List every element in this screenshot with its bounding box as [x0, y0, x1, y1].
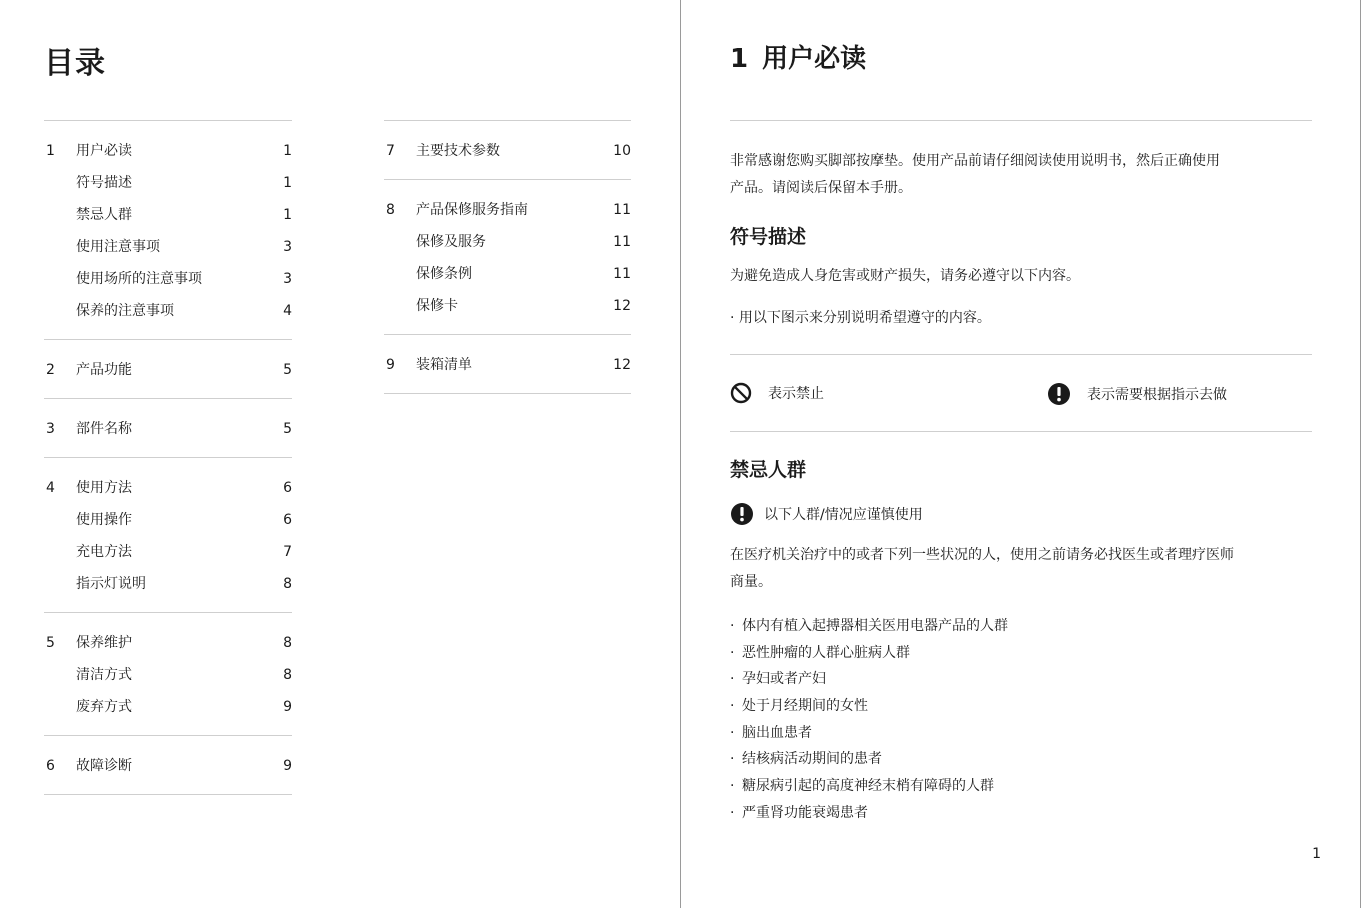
- divider: [730, 354, 1312, 355]
- contra-warning: [730, 502, 923, 526]
- toc-entry-number: 5: [46, 635, 55, 651]
- chapter-page: [681, 0, 1361, 908]
- chapter-title-text: 用户必读: [762, 44, 867, 74]
- toc-entry[interactable]: [44, 750, 292, 782]
- toc-entry-label: 保修卡: [416, 298, 458, 314]
- toc-entry-label: 装箱清单: [416, 357, 472, 373]
- toc-section: [384, 179, 631, 334]
- toc-entry-number: 8: [386, 202, 395, 218]
- chapter-title: [730, 38, 866, 75]
- symbols-text: 为避免造成人身危害或财产损失，请务必遵守以下内容。: [730, 268, 1080, 284]
- symbols-heading: 符号描述: [730, 226, 807, 248]
- toc-entry-number: 7: [386, 143, 395, 159]
- toc-entry-number: 1: [46, 143, 55, 159]
- toc-entry-page: 11: [613, 202, 631, 218]
- contra-list: [730, 613, 1008, 827]
- instruct-label: 表示需要根据指示去做: [1087, 387, 1227, 403]
- toc-entry-page: 12: [613, 298, 631, 314]
- toc-entry[interactable]: [44, 167, 292, 199]
- toc-entry-label: 充电方法: [76, 544, 132, 560]
- toc-entry-page: 8: [283, 635, 292, 651]
- contra-line-1: 在医疗机关治疗中的或者下列一些状况的人，使用之前请务必找医生或者理疗医师: [730, 547, 1234, 563]
- toc-section: [384, 334, 631, 394]
- toc-section: [384, 120, 631, 179]
- toc-entry-label: 废弃方式: [76, 699, 132, 715]
- toc-entry[interactable]: [44, 135, 292, 167]
- toc-entry-page: 10: [613, 143, 631, 159]
- toc-entry-page: 3: [283, 239, 292, 255]
- symbols-note: · 用以下图示来分别说明希望遵守的内容。: [730, 310, 991, 326]
- toc-entry[interactable]: [384, 194, 631, 226]
- toc-entry-label: 禁忌人群: [76, 207, 132, 223]
- toc-entry-label: 主要技术参数: [416, 143, 500, 159]
- toc-entry-page: 5: [283, 362, 292, 378]
- toc-entry[interactable]: [44, 659, 292, 691]
- intro-paragraph: [730, 148, 1312, 202]
- toc-entry-page: 5: [283, 421, 292, 437]
- toc-entry-label: 部件名称: [76, 421, 132, 437]
- contra-line-2: 商量。: [730, 574, 772, 590]
- chapter-number: 1: [730, 44, 749, 74]
- toc-entry-label: 保养维护: [76, 635, 132, 651]
- toc-entry-page: 6: [283, 480, 292, 496]
- toc-entry[interactable]: [44, 295, 292, 327]
- prohibit-icon: [730, 382, 752, 404]
- list-item: · 恶性肿瘤的人群心脏病人群: [730, 640, 1008, 667]
- instruct-legend: [1047, 382, 1227, 406]
- toc-entry-number: 3: [46, 421, 55, 437]
- toc-entry[interactable]: [44, 691, 292, 723]
- toc-entry-label: 清洁方式: [76, 667, 132, 683]
- toc-column-1: [44, 120, 292, 795]
- divider: [730, 120, 1312, 121]
- toc-entry-label: 保修条例: [416, 266, 472, 282]
- toc-entry-label: 产品保修服务指南: [416, 202, 528, 218]
- toc-entry-page: 7: [283, 544, 292, 560]
- toc-entry[interactable]: [44, 504, 292, 536]
- toc-entry-label: 指示灯说明: [76, 576, 146, 592]
- toc-entry[interactable]: [44, 354, 292, 386]
- toc-entry[interactable]: [44, 231, 292, 263]
- toc-entry-number: 2: [46, 362, 55, 378]
- exclamation-icon: [1047, 382, 1071, 406]
- toc-entry-label: 产品功能: [76, 362, 132, 378]
- contra-warning-label: 以下人群/情况应谨慎使用: [764, 507, 923, 523]
- toc-entry-page: 9: [283, 699, 292, 715]
- toc-section: [44, 398, 292, 457]
- toc-section: [44, 457, 292, 612]
- toc-entry[interactable]: [384, 258, 631, 290]
- toc-entry-page: 11: [613, 234, 631, 250]
- list-item: · 糖尿病引起的高度神经末梢有障碍的人群: [730, 773, 1008, 800]
- toc-entry-label: 使用操作: [76, 512, 132, 528]
- prohibit-legend: [730, 382, 824, 404]
- list-item: · 结核病活动期间的患者: [730, 746, 1008, 773]
- toc-entry-page: 4: [283, 303, 292, 319]
- toc-entry-label: 使用方法: [76, 480, 132, 496]
- list-item: · 严重肾功能衰竭患者: [730, 800, 1008, 827]
- toc-entry-page: 1: [283, 207, 292, 223]
- page-number: 1: [1312, 846, 1321, 862]
- toc-page: [0, 0, 680, 908]
- toc-entry-page: 6: [283, 512, 292, 528]
- prohibit-label: 表示禁止: [768, 386, 824, 402]
- toc-section: [44, 612, 292, 735]
- list-item: · 体内有植入起搏器相关医用电器产品的人群: [730, 613, 1008, 640]
- toc-entry-page: 8: [283, 576, 292, 592]
- toc-entry-label: 使用注意事项: [76, 239, 160, 255]
- exclamation-icon: [730, 502, 754, 526]
- toc-entry-label: 用户必读: [76, 143, 132, 159]
- toc-entry[interactable]: [44, 199, 292, 231]
- list-item: · 脑出血患者: [730, 720, 1008, 747]
- toc-entry-label: 使用场所的注意事项: [76, 271, 202, 287]
- toc-entry-number: 6: [46, 758, 55, 774]
- contra-heading: 禁忌人群: [730, 459, 807, 481]
- toc-section: [44, 735, 292, 795]
- toc-entry-number: 9: [386, 357, 395, 373]
- intro-line-2: 产品。请阅读后保留本手册。: [730, 180, 912, 196]
- list-item: · 孕妇或者产妇: [730, 666, 1008, 693]
- contra-paragraph: [730, 542, 1312, 596]
- toc-entry[interactable]: [44, 472, 292, 504]
- toc-entry[interactable]: [384, 226, 631, 258]
- toc-entry-label: 故障诊断: [76, 758, 132, 774]
- toc-entry[interactable]: [44, 413, 292, 445]
- toc-entry-label: 保修及服务: [416, 234, 486, 250]
- toc-entry[interactable]: [44, 536, 292, 568]
- toc-entry-page: 8: [283, 667, 292, 683]
- list-item: · 处于月经期间的女性: [730, 693, 1008, 720]
- toc-entry-page: 12: [613, 357, 631, 373]
- toc-entry[interactable]: [44, 263, 292, 295]
- toc-entry-number: 4: [46, 480, 55, 496]
- toc-entry-page: 3: [283, 271, 292, 287]
- toc-title: 目录: [44, 46, 106, 81]
- toc-entry[interactable]: [44, 627, 292, 659]
- toc-section: [44, 339, 292, 398]
- toc-entry-page: 1: [283, 175, 292, 191]
- toc-entry[interactable]: [384, 290, 631, 322]
- toc-entry[interactable]: [384, 349, 631, 381]
- toc-entry-page: 11: [613, 266, 631, 282]
- toc-entry[interactable]: [384, 135, 631, 167]
- toc-section: [44, 120, 292, 339]
- toc-entry[interactable]: [44, 568, 292, 600]
- divider: [730, 431, 1312, 432]
- toc-entry-page: 1: [283, 143, 292, 159]
- intro-line-1: 非常感谢您购买脚部按摩垫。使用产品前请仔细阅读使用说明书，然后正确使用: [730, 153, 1220, 169]
- toc-entry-page: 9: [283, 758, 292, 774]
- toc-column-2: [384, 120, 631, 394]
- toc-entry-label: 保养的注意事项: [76, 303, 174, 319]
- toc-entry-label: 符号描述: [76, 175, 132, 191]
